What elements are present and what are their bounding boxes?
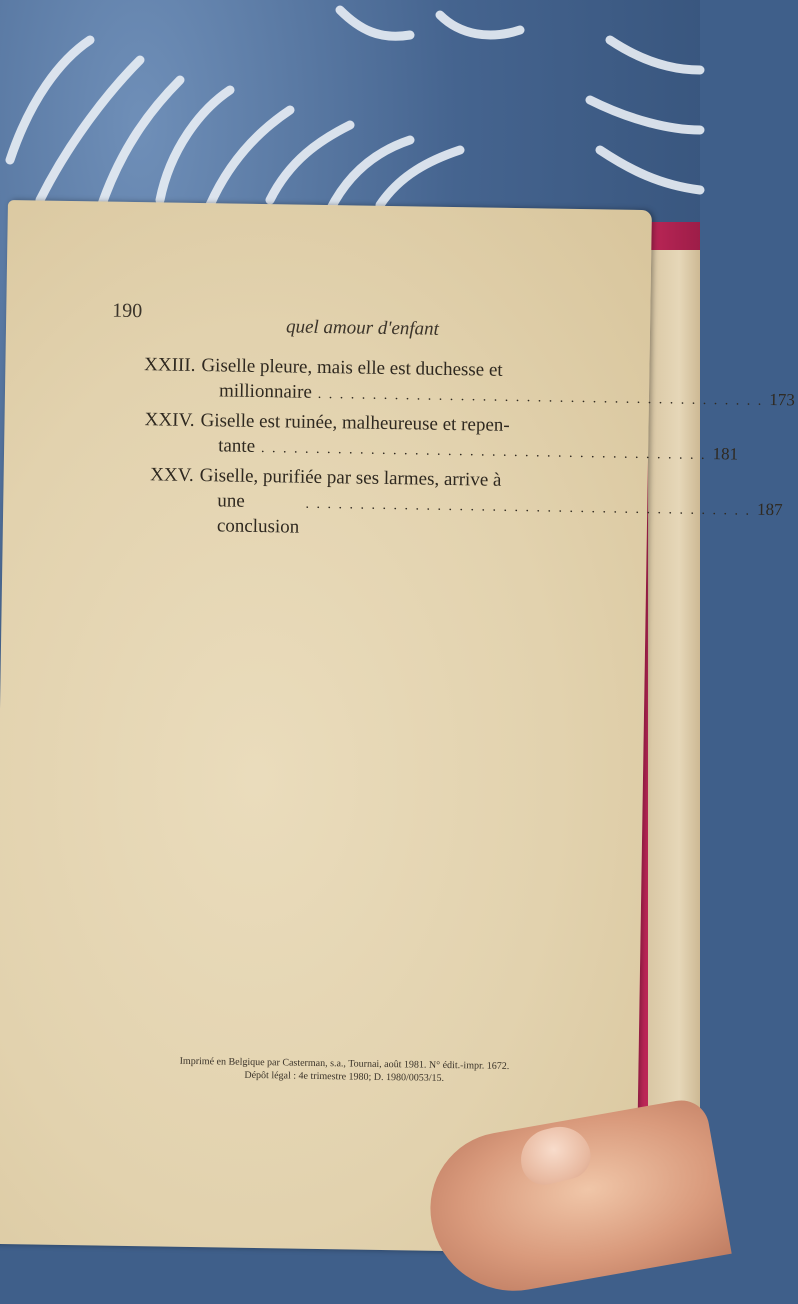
chapter-page: 187 xyxy=(756,499,783,520)
dot-leader: . . . . . . . . . . . . . . . . . . . . . . . . . . . . . . . . . . . . . . . . . xyxy=(317,386,764,409)
chapter-title-line1: Giselle pleure, mais elle est duchesse et xyxy=(201,355,503,381)
chapter-title-line2-row xyxy=(216,488,783,544)
chapter-numeral: XXV. xyxy=(150,464,194,486)
dot-leader: . . . . . . . . . . . . . . . . . . . . . . . . . . . . . . . . . . . . . . . . . xyxy=(305,496,752,519)
chapter-title-line2-row xyxy=(217,433,739,466)
imprint-line-1: Imprimé en Belgique par Casterman, s.a., Tournai, août 1981. N° édit.-impr. 1672. xyxy=(179,1055,510,1072)
imprint-line-2: Dépôt légal : 4e trimestre 1980; D. 1980/0053/15. xyxy=(244,1069,445,1084)
dot-leader: . . . . . . . . . . . . . . . . . . . . . . . . . . . . . . . . . . . . . . . . . xyxy=(260,441,707,464)
chapter-page: 173 xyxy=(769,389,795,410)
toc-entry xyxy=(113,462,783,545)
toc-entry xyxy=(114,407,739,467)
chapter-title-line1: Giselle est ruinée, malheureuse et repen- xyxy=(200,410,510,436)
toc-entry xyxy=(115,352,795,412)
chapter-title-line1: Giselle, purifiée par ses larmes, arrive à xyxy=(199,465,502,491)
chapter-numeral: XXIV. xyxy=(144,409,195,431)
running-head: quel amour d'enfant xyxy=(285,316,440,340)
chapter-numeral: XXIII. xyxy=(144,354,196,376)
chapter-title-line2: millionnaire xyxy=(218,380,313,403)
table-of-contents xyxy=(113,352,795,548)
chapter-page: 181 xyxy=(712,444,739,464)
book-page xyxy=(0,200,795,1254)
page-number: 190 xyxy=(112,299,143,323)
chapter-title-line2: tante xyxy=(217,435,256,457)
chapter-title-line2-row xyxy=(218,378,795,411)
chapter-title-line2: une conclusion xyxy=(216,490,300,538)
printer-imprint xyxy=(114,1054,574,1087)
